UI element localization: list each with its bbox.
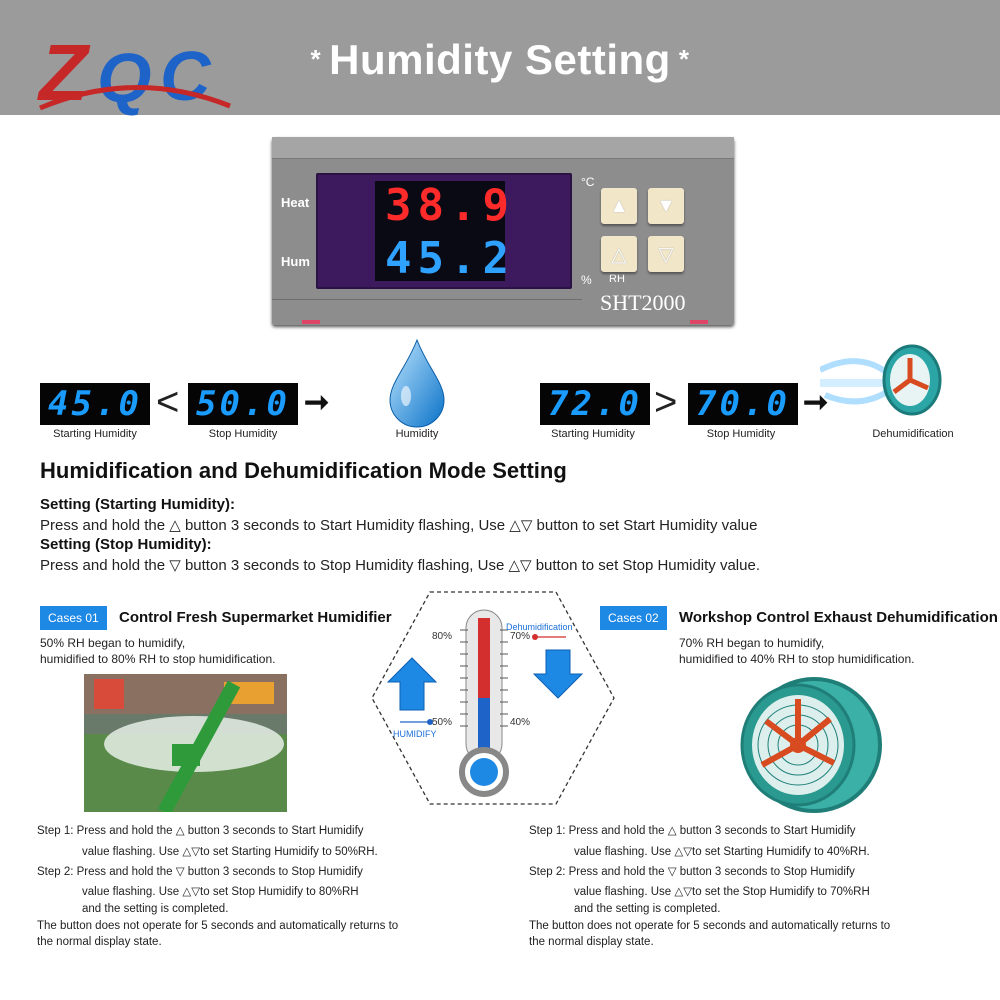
dehum-start-caption: Starting Humidity	[551, 428, 635, 440]
thermo-80: 80%	[432, 631, 453, 642]
thermo-50: 50%	[432, 717, 453, 728]
case-02-step2b: value flashing. Use △▽to set the Stop Humidify to 70%RH	[574, 886, 870, 898]
hum-down-button[interactable]	[648, 236, 684, 272]
case-02-note: The button does not operate for 5 seconds and automatically returns to	[529, 920, 891, 932]
stop-setting-heading: Setting (Stop Humidity):	[40, 536, 212, 553]
case-02-step2c: and the setting is completed.	[574, 903, 721, 915]
case-01-desc: 50% RH began to humidify,	[40, 636, 186, 650]
indicator-led	[302, 320, 320, 324]
hum-label: Hum	[281, 254, 310, 269]
humidity-caption: Humidity	[395, 428, 439, 440]
stop-humidity-display: 50.0	[188, 383, 298, 425]
down-outline-icon: ▽	[658, 243, 674, 266]
down-button[interactable]	[648, 188, 684, 224]
case-01-step1b: value flashing. Use △▽to set Starting Humidify to 50%RH.	[82, 846, 378, 858]
rh-unit: RH	[609, 273, 625, 285]
case-01-desc: humidified to 80% RH to stop humidification.	[40, 652, 276, 666]
up-filled-icon: ▲	[609, 194, 629, 217]
humidity-readout: 45.2	[385, 233, 515, 284]
indicator-led	[690, 320, 708, 324]
case-02-desc: 70% RH began to humidify,	[679, 636, 825, 650]
up-outline-icon: △	[611, 243, 627, 266]
case-01-tag: Cases 01	[40, 606, 107, 630]
start-setting-text: Press and hold the △ button 3 seconds to Start Humidity flashing, Use △▽ button to set Start Humidity value	[40, 517, 758, 534]
page-title: * Humidity Setting *	[310, 36, 690, 83]
hum-up-button[interactable]	[601, 236, 637, 272]
mode-heading: Humidification and Dehumidification Mode Setting	[40, 458, 567, 483]
start-setting-heading: Setting (Starting Humidity):	[40, 496, 235, 513]
exhaust-fan-photo	[734, 675, 884, 815]
case-02-tag: Cases 02	[600, 606, 667, 630]
thermo-humidify-label: HUMIDIFY	[393, 729, 437, 739]
case-01-step2: Step 2: Press and hold the ▽ button 3 seconds to Stop Humidify	[37, 866, 363, 878]
case-01-step2c: and the setting is completed.	[82, 903, 229, 915]
thermo-70: 70%	[510, 631, 531, 642]
thermometer-diagram	[370, 590, 616, 806]
down-filled-icon: ▼	[656, 194, 676, 217]
case-02-desc: humidified to 40% RH to stop humidification.	[679, 652, 915, 666]
svg-text:C: C	[160, 37, 211, 115]
svg-text:Z: Z	[39, 28, 88, 117]
case-01-title: Control Fresh Supermarket Humidifier	[119, 609, 392, 626]
svg-text:Q: Q	[97, 39, 152, 117]
thermo-40: 40%	[510, 717, 531, 728]
dehum-stop-display: 70.0	[688, 383, 798, 425]
thermo-dehum-label: Dehumidification	[506, 622, 573, 632]
celsius-unit: °C	[581, 175, 595, 189]
stop-humidity-caption: Stop Humidity	[208, 428, 278, 440]
exhaust-fan-icon	[820, 340, 950, 425]
start-humidity-caption: Starting Humidity	[53, 428, 137, 440]
right-arrow-icon: ➞	[803, 386, 829, 419]
right-arrow-icon: ➞	[304, 386, 330, 419]
case-02-title: Workshop Control Exhaust Dehumidification	[679, 609, 998, 626]
dehumidification-caption: Dehumidification	[872, 428, 954, 440]
water-drop-icon	[388, 338, 446, 428]
case-02-step1b: value flashing. Use △▽to set Starting Humidify to 40%RH.	[574, 846, 870, 858]
up-button[interactable]	[601, 188, 637, 224]
supermarket-photo	[84, 674, 287, 812]
case-02-note2: the normal display state.	[529, 936, 654, 948]
greater-than-symbol: >	[654, 380, 678, 424]
heat-label: Heat	[281, 195, 310, 210]
case-01-note: The button does not operate for 5 seconds and automatically returns to	[37, 920, 399, 932]
model-name: SHT2000	[600, 290, 686, 315]
case-02-step1: Step 1: Press and hold the △ button 3 seconds to Start Humidify	[529, 825, 856, 837]
case-01-step1: Step 1: Press and hold the △ button 3 seconds to Start Humidify	[37, 825, 364, 837]
dehum-start-display: 72.0	[540, 383, 650, 425]
case-01-step2b: value flashing. Use △▽to set Stop Humidify to 80%RH	[82, 886, 359, 898]
case-01-note2: the normal display state.	[37, 936, 162, 948]
case-02-step2: Step 2: Press and hold the ▽ button 3 seconds to Stop Humidify	[529, 866, 855, 878]
dehum-stop-caption: Stop Humidity	[706, 428, 776, 440]
temperature-readout: 38.9	[385, 180, 515, 231]
start-humidity-display: 45.0	[40, 383, 150, 425]
percent-unit: %	[581, 273, 592, 287]
stop-setting-text: Press and hold the ▽ button 3 seconds to Stop Humidity flashing, Use △▽ button to set Stop Humidity value.	[40, 557, 760, 574]
less-than-symbol: <	[156, 380, 180, 424]
